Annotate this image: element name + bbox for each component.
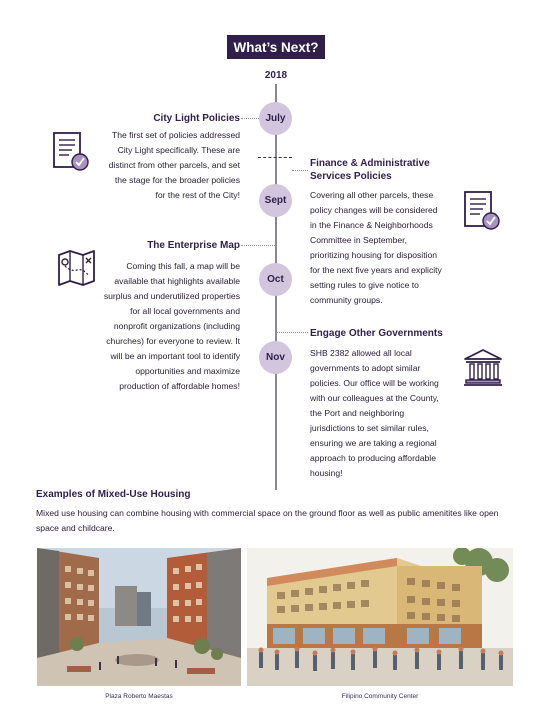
month-sept: Sept bbox=[259, 184, 292, 217]
government-building-icon bbox=[463, 348, 503, 388]
city-light-title: City Light Policies bbox=[153, 113, 240, 124]
month-july: July bbox=[259, 102, 292, 135]
city-light-body: The first set of policies addressed City Light specifically. These are distinct from other parcels, and set the stage for the broader policies for the rest of the City! bbox=[108, 130, 240, 200]
caption-filipino-center: Filipino Community Center bbox=[341, 693, 419, 700]
map-icon bbox=[57, 250, 97, 286]
connector-july bbox=[241, 118, 259, 119]
document-check-icon bbox=[52, 131, 92, 173]
document-check-icon bbox=[463, 190, 503, 232]
caption-plaza: Plaza Roberto Maestas bbox=[105, 693, 173, 700]
connector-map bbox=[241, 245, 275, 246]
month-oct: Oct bbox=[259, 263, 292, 296]
examples-body: Mixed use housing can combine housing with commercial space on the ground floor as well as public amenitites like open space and childcare. bbox=[36, 508, 499, 533]
timeline-divider bbox=[258, 157, 292, 158]
enterprise-map-body: Coming this fall, a map will be available that highlights available surplus and underutilized properties for all local governments and nonprofit organizations (including churches) for everyone to review. It will be an important tool to identify opportunities and maximize production of affordable homes! bbox=[103, 261, 240, 391]
examples-title: Examples of Mixed-Use Housing bbox=[36, 489, 191, 500]
engage-title: Engage Other Governments bbox=[310, 328, 443, 339]
month-nov: Nov bbox=[259, 341, 292, 374]
timeline-year: 2018 bbox=[264, 70, 288, 81]
connector-engage bbox=[277, 332, 308, 333]
finance-title: Finance & Administrative Services Policies bbox=[310, 158, 430, 182]
photo-filipino-community-center bbox=[247, 548, 513, 686]
finance-body: Covering all other parcels, these policy changes will be considered in the Finance & Neighborhoods Committee in September, prioritizing housing for disposition for the next five years and explicity setting rules to give notice to community groups. bbox=[310, 190, 442, 305]
page-title: What’s Next? bbox=[227, 35, 325, 59]
photo-plaza-roberto-maestas bbox=[37, 548, 241, 686]
enterprise-map-title: The Enterprise Map bbox=[147, 240, 240, 251]
connector-finance bbox=[292, 170, 308, 171]
engage-body: SHB 2382 allowed all local governments to adopt similar policies. Our office will be working with our colleagues at the County, the Port and neighboring jurisdictions to set similar rules, ensuring we are taking a regional approach to producing affordable housing! bbox=[310, 348, 439, 478]
